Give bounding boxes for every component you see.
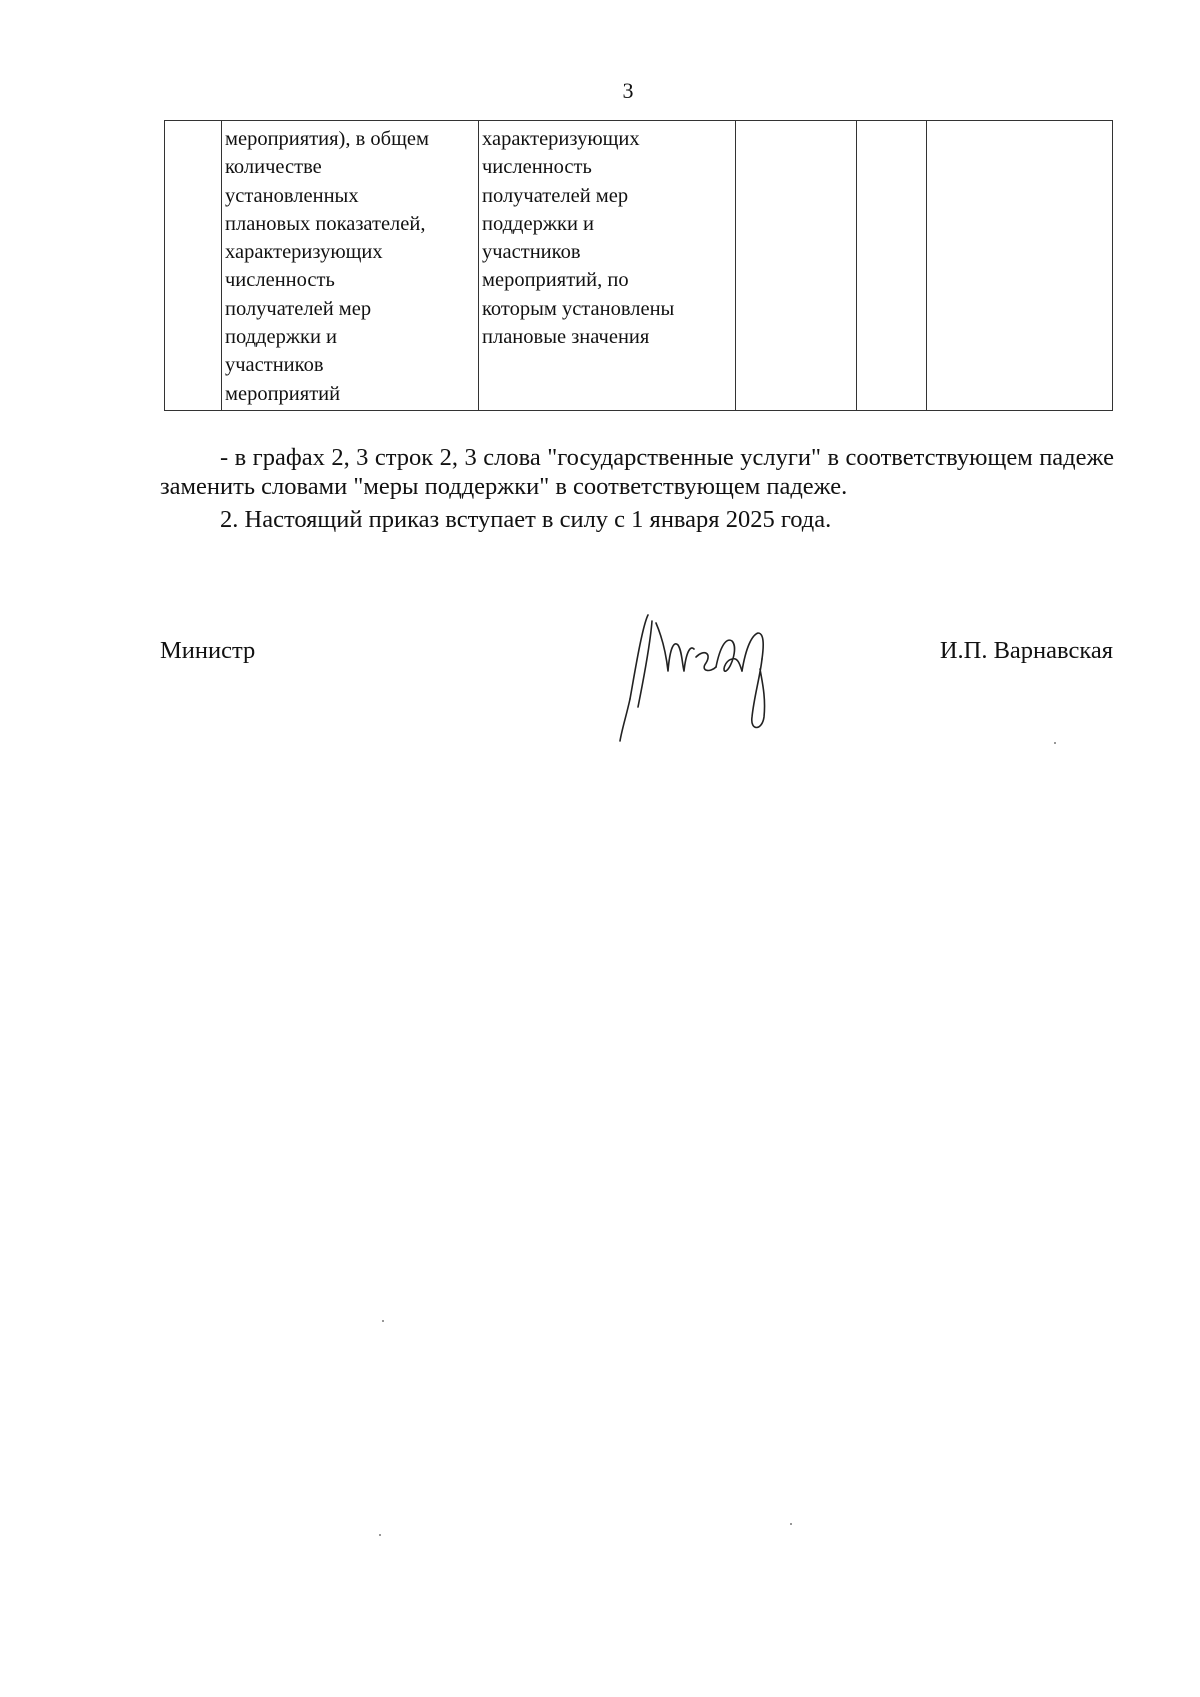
scan-speck [790,1523,792,1525]
handwritten-signature [612,607,797,742]
cell-text-line: участников [225,354,324,377]
cell-text-line: характеризующих [482,128,640,150]
table-cell [736,121,857,411]
signer-name: И.П. Варнавская [939,637,1113,664]
cell-text-line: мероприятий, по [482,269,629,292]
cell-text-line: характеризующих [225,241,383,264]
scan-speck [379,1534,381,1536]
position-title: Министр [160,637,256,664]
table-body [165,121,1113,411]
page-number: 3 [622,78,634,103]
cell-text-line: количестве [225,156,322,179]
cell-text-line: установленных [225,184,359,207]
cell-text-line: мероприятий [225,382,341,405]
cell-text-line: мероприятия), в общем [225,128,429,150]
scan-speck [1054,742,1056,744]
cell-text-line: участников [482,241,581,264]
table-cell [165,121,222,411]
cell-text-line: получателей мер [482,184,629,207]
table-cell [857,121,927,411]
table-cell [479,121,736,411]
scan-speck [382,1320,384,1322]
cell-text-line: поддержки и [482,212,595,235]
continuation-table [164,120,1113,411]
cell-text-line: которым установлены [482,297,675,320]
table-cell [222,121,479,411]
cell-text-line: численность [482,156,592,179]
effective-date-paragraph: 2. Настоящий приказ вступает в силу с 1 января 2025 года. [220,506,832,533]
amendment-paragraph: - в графах 2, 3 строк 2, 3 слова "государственные услуги" в соответствующем падеже заменить словами "меры поддержки" в соответствующем падеже. [160,444,1114,500]
table-row [165,121,1113,411]
table-cell [927,121,1113,411]
cell-text-line: численность [225,269,335,292]
document-body [160,443,1114,534]
cell-text-line: плановые значения [482,326,650,349]
cell-text-line: поддержки и [225,326,338,349]
cell-text-line: получателей мер [225,297,372,320]
cell-text-line: плановых показателей, [225,212,426,235]
